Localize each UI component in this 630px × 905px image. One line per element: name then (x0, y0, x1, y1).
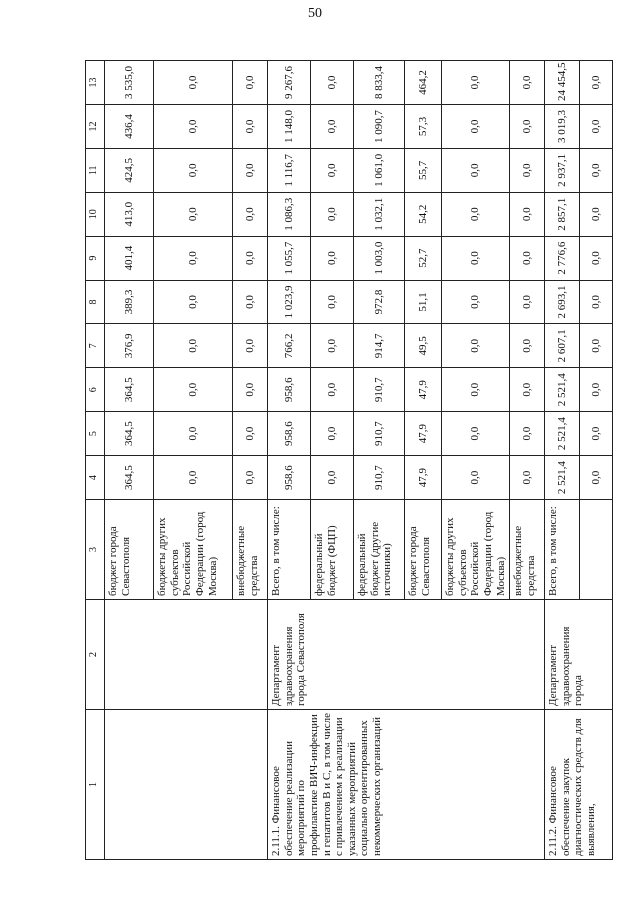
value-cell: 0,0 (510, 192, 545, 236)
value-cell: 0,0 (442, 104, 510, 148)
value-cell: 0,0 (580, 192, 613, 236)
value-cell: 9 267,6 (268, 61, 311, 105)
value-cell: 2 937,1 (545, 148, 580, 192)
value-cell: 0,0 (233, 192, 268, 236)
col-header: 8 (86, 280, 105, 324)
value-cell: 0,0 (154, 192, 233, 236)
value-cell: 1 055,7 (268, 236, 311, 280)
col-header: 13 (86, 61, 105, 105)
value-cell: 0,0 (510, 236, 545, 280)
column-number-row (86, 61, 105, 860)
table-row (545, 61, 580, 860)
value-cell: 0,0 (580, 456, 613, 500)
value-cell: 0,0 (510, 368, 545, 412)
value-cell: 0,0 (154, 456, 233, 500)
value-cell: 464,2 (405, 61, 442, 105)
value-cell: 2 521,4 (545, 368, 580, 412)
value-cell: 0,0 (510, 148, 545, 192)
value-cell: 3 019,3 (545, 104, 580, 148)
col-header: 1 (86, 710, 105, 860)
col-header: 10 (86, 192, 105, 236)
value-cell: 0,0 (233, 61, 268, 105)
value-cell: 0,0 (510, 324, 545, 368)
value-cell: 401,4 (105, 236, 154, 280)
value-cell: 51,1 (405, 280, 442, 324)
value-cell: 413,0 (105, 192, 154, 236)
source-cell: Всего, в том числе: (545, 500, 580, 600)
value-cell: 2 693,1 (545, 280, 580, 324)
value-cell: 24 454,5 (545, 61, 580, 105)
value-cell: 0,0 (510, 61, 545, 105)
value-cell: 0,0 (311, 456, 354, 500)
value-cell: 49,5 (405, 324, 442, 368)
value-cell: 0,0 (442, 192, 510, 236)
value-cell: 0,0 (510, 280, 545, 324)
value-cell: 958,6 (268, 456, 311, 500)
value-cell: 0,0 (442, 412, 510, 456)
value-cell: 0,0 (442, 324, 510, 368)
value-cell: 0,0 (580, 412, 613, 456)
col-header: 12 (86, 104, 105, 148)
program-cell: 2.11.2. Финансовое обеспечение закупок диагностических средств для выявления, (545, 710, 613, 860)
value-cell: 0,0 (233, 148, 268, 192)
source-cell: внебюджетные средства (510, 500, 545, 600)
value-cell: 0,0 (154, 324, 233, 368)
value-cell: 0,0 (233, 324, 268, 368)
col-header: 2 (86, 600, 105, 710)
value-cell: 0,0 (154, 412, 233, 456)
value-cell: 436,4 (105, 104, 154, 148)
value-cell: 0,0 (154, 148, 233, 192)
value-cell: 0,0 (154, 280, 233, 324)
value-cell: 0,0 (233, 280, 268, 324)
value-cell: 0,0 (442, 236, 510, 280)
program-cell: 2.11.1. Финансовое обеспечение реализации мероприятий по профилактике ВИЧ-инфекции и гепатитов В и С, в том числе с привлечением к реализации указанных мероприятий социально ориентированных некоммерческих организаций (268, 710, 545, 860)
department-cell: Департамент здравоохранения города Севастополя (268, 600, 545, 710)
value-cell: 0,0 (154, 104, 233, 148)
value-cell: 0,0 (442, 148, 510, 192)
value-cell: 0,0 (442, 368, 510, 412)
value-cell: 914,7 (354, 324, 405, 368)
value-cell: 910,7 (354, 456, 405, 500)
value-cell: 0,0 (233, 412, 268, 456)
value-cell: 2 857,1 (545, 192, 580, 236)
value-cell: 0,0 (510, 412, 545, 456)
value-cell: 0,0 (233, 236, 268, 280)
col-header: 9 (86, 236, 105, 280)
value-cell: 1 090,7 (354, 104, 405, 148)
value-cell: 1 003,0 (354, 236, 405, 280)
value-cell: 0,0 (154, 61, 233, 105)
value-cell: 47,9 (405, 456, 442, 500)
value-cell: 0,0 (442, 456, 510, 500)
value-cell: 1 148,0 (268, 104, 311, 148)
value-cell: 0,0 (580, 104, 613, 148)
col-header: 6 (86, 368, 105, 412)
budget-table (85, 60, 613, 860)
value-cell: 0,0 (311, 324, 354, 368)
value-cell: 972,8 (354, 280, 405, 324)
value-cell: 364,5 (105, 456, 154, 500)
value-cell: 2 607,1 (545, 324, 580, 368)
value-cell: 0,0 (154, 236, 233, 280)
col-header: 5 (86, 412, 105, 456)
value-cell: 1 023,9 (268, 280, 311, 324)
value-cell: 0,0 (580, 236, 613, 280)
value-cell: 0,0 (311, 236, 354, 280)
value-cell: 47,9 (405, 368, 442, 412)
value-cell: 0,0 (580, 148, 613, 192)
value-cell: 0,0 (311, 192, 354, 236)
rotated-table-wrapper (85, 60, 602, 860)
value-cell: 8 833,4 (354, 61, 405, 105)
value-cell: 0,0 (580, 324, 613, 368)
table-row (268, 61, 311, 860)
value-cell: 0,0 (510, 456, 545, 500)
col-header: 3 (86, 500, 105, 600)
value-cell: 52,7 (405, 236, 442, 280)
value-cell: 54,2 (405, 192, 442, 236)
source-cell (580, 500, 613, 600)
value-cell: 0,0 (311, 104, 354, 148)
value-cell: 910,7 (354, 412, 405, 456)
value-cell: 0,0 (233, 456, 268, 500)
value-cell: 3 535,0 (105, 61, 154, 105)
value-cell: 766,2 (268, 324, 311, 368)
value-cell: 1 086,3 (268, 192, 311, 236)
value-cell: 1 116,7 (268, 148, 311, 192)
value-cell: 0,0 (510, 104, 545, 148)
value-cell: 0,0 (311, 412, 354, 456)
value-cell: 0,0 (311, 368, 354, 412)
value-cell: 389,3 (105, 280, 154, 324)
value-cell: 424,5 (105, 148, 154, 192)
source-cell: внебюджетные средства (233, 500, 268, 600)
value-cell: 0,0 (580, 368, 613, 412)
value-cell: 0,0 (233, 368, 268, 412)
source-cell: бюджеты других субъектов Российской Федерации (город Москва) (442, 500, 510, 600)
page-number: 50 (308, 6, 322, 21)
program-cell (105, 710, 268, 860)
value-cell: 0,0 (311, 61, 354, 105)
value-cell: 0,0 (233, 104, 268, 148)
value-cell: 47,9 (405, 412, 442, 456)
value-cell: 2 521,4 (545, 412, 580, 456)
source-cell: Всего, в том числе: (268, 500, 311, 600)
value-cell: 958,6 (268, 412, 311, 456)
source-cell: федеральный бюджет (другие источники) (354, 500, 405, 600)
value-cell: 0,0 (580, 280, 613, 324)
value-cell: 0,0 (154, 368, 233, 412)
value-cell: 0,0 (442, 61, 510, 105)
value-cell: 1 032,1 (354, 192, 405, 236)
department-cell: Департамент здравоохранения города (545, 600, 613, 710)
value-cell: 55,7 (405, 148, 442, 192)
value-cell: 2 776,6 (545, 236, 580, 280)
col-header: 7 (86, 324, 105, 368)
value-cell: 1 061,0 (354, 148, 405, 192)
col-header: 4 (86, 456, 105, 500)
value-cell: 910,7 (354, 368, 405, 412)
source-cell: бюджет города Севастополя (405, 500, 442, 600)
col-header: 11 (86, 148, 105, 192)
value-cell: 2 521,4 (545, 456, 580, 500)
value-cell: 376,9 (105, 324, 154, 368)
value-cell: 0,0 (442, 280, 510, 324)
value-cell: 364,5 (105, 368, 154, 412)
value-cell: 0,0 (311, 148, 354, 192)
source-cell: бюджет города Севастополя (105, 500, 154, 600)
source-cell: федеральный бюджет (ФЦП) (311, 500, 354, 600)
source-cell: бюджеты других субъектов Российской Федерации (город Москва) (154, 500, 233, 600)
value-cell: 364,5 (105, 412, 154, 456)
department-cell (105, 600, 268, 710)
value-cell: 57,3 (405, 104, 442, 148)
value-cell: 958,6 (268, 368, 311, 412)
value-cell: 0,0 (580, 61, 613, 105)
value-cell: 0,0 (311, 280, 354, 324)
table-row (105, 61, 154, 860)
